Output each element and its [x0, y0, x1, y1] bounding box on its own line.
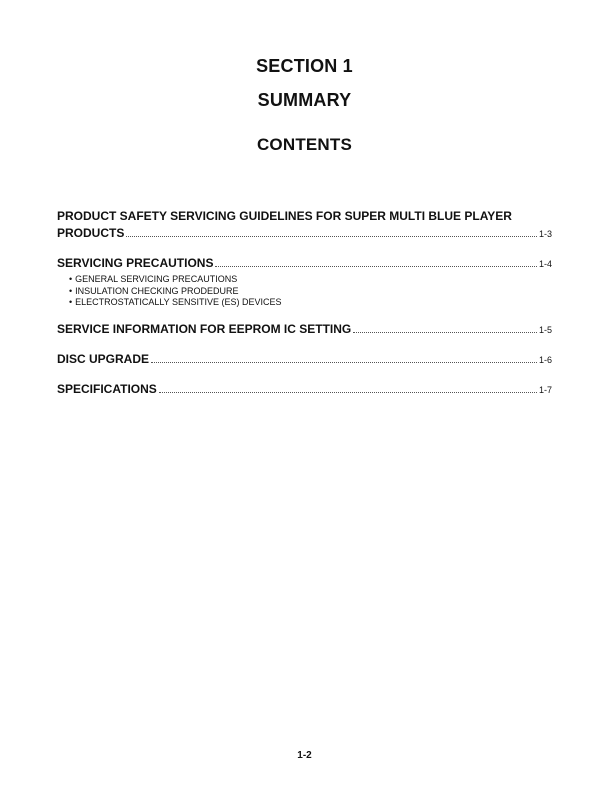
bullet-icon: • — [69, 285, 73, 296]
bullet-icon: • — [69, 274, 73, 284]
toc-page-number: 1-4 — [538, 259, 552, 269]
section-title: SECTION 1 — [256, 56, 353, 76]
table-of-contents — [57, 208, 552, 399]
toc-subitem — [69, 274, 552, 286]
toc-entry-disc-upgrade[interactable] — [57, 351, 552, 369]
dot-leader — [353, 331, 537, 333]
dot-leader — [126, 235, 537, 237]
toc-subitem — [69, 297, 552, 309]
toc-entry-title: DISC UPGRADE — [57, 351, 150, 366]
toc-subitem — [69, 286, 552, 298]
toc-entry-servicing-precautions[interactable] — [57, 255, 552, 309]
toc-entry-title: SERVICING PRECAUTIONS — [57, 256, 214, 270]
dot-leader — [215, 265, 537, 267]
toc-subitem-list — [57, 274, 552, 309]
dot-leader — [159, 391, 537, 393]
toc-subitem-label: INSULATION CHECKING PRODEDURE — [75, 285, 239, 296]
toc-page-number: 1-7 — [538, 384, 552, 395]
toc-entry-product-safety[interactable] — [57, 208, 552, 243]
contents-title: CONTENTS — [256, 135, 353, 154]
toc-page-number: 1-6 — [538, 354, 552, 365]
toc-entry-eeprom-setting[interactable] — [57, 321, 552, 339]
toc-subitem-label: ELECTROSTATICALLY SENSITIVE (ES) DEVICES — [75, 297, 282, 307]
toc-entry-specifications[interactable] — [57, 381, 552, 399]
footer-page-number: 1-2 — [297, 750, 312, 761]
toc-entry-title-line2: PRODUCTS — [57, 226, 125, 240]
bullet-icon: • — [69, 297, 73, 307]
toc-entry-title: SERVICE INFORMATION FOR EEPROM IC SETTING — [57, 321, 352, 336]
summary-title: SUMMARY — [257, 90, 352, 110]
toc-page-number: 1-5 — [538, 324, 552, 335]
toc-page-number: 1-3 — [538, 229, 552, 239]
toc-entry-title-line1: PRODUCT SAFETY SERVICING GUIDELINES FOR SUPER MULTI BLUE PLAYER — [57, 209, 512, 223]
toc-subitem-label: GENERAL SERVICING PRECAUTIONS — [75, 274, 238, 284]
toc-entry-title: SPECIFICATIONS — [57, 381, 157, 396]
dot-leader — [151, 361, 537, 363]
